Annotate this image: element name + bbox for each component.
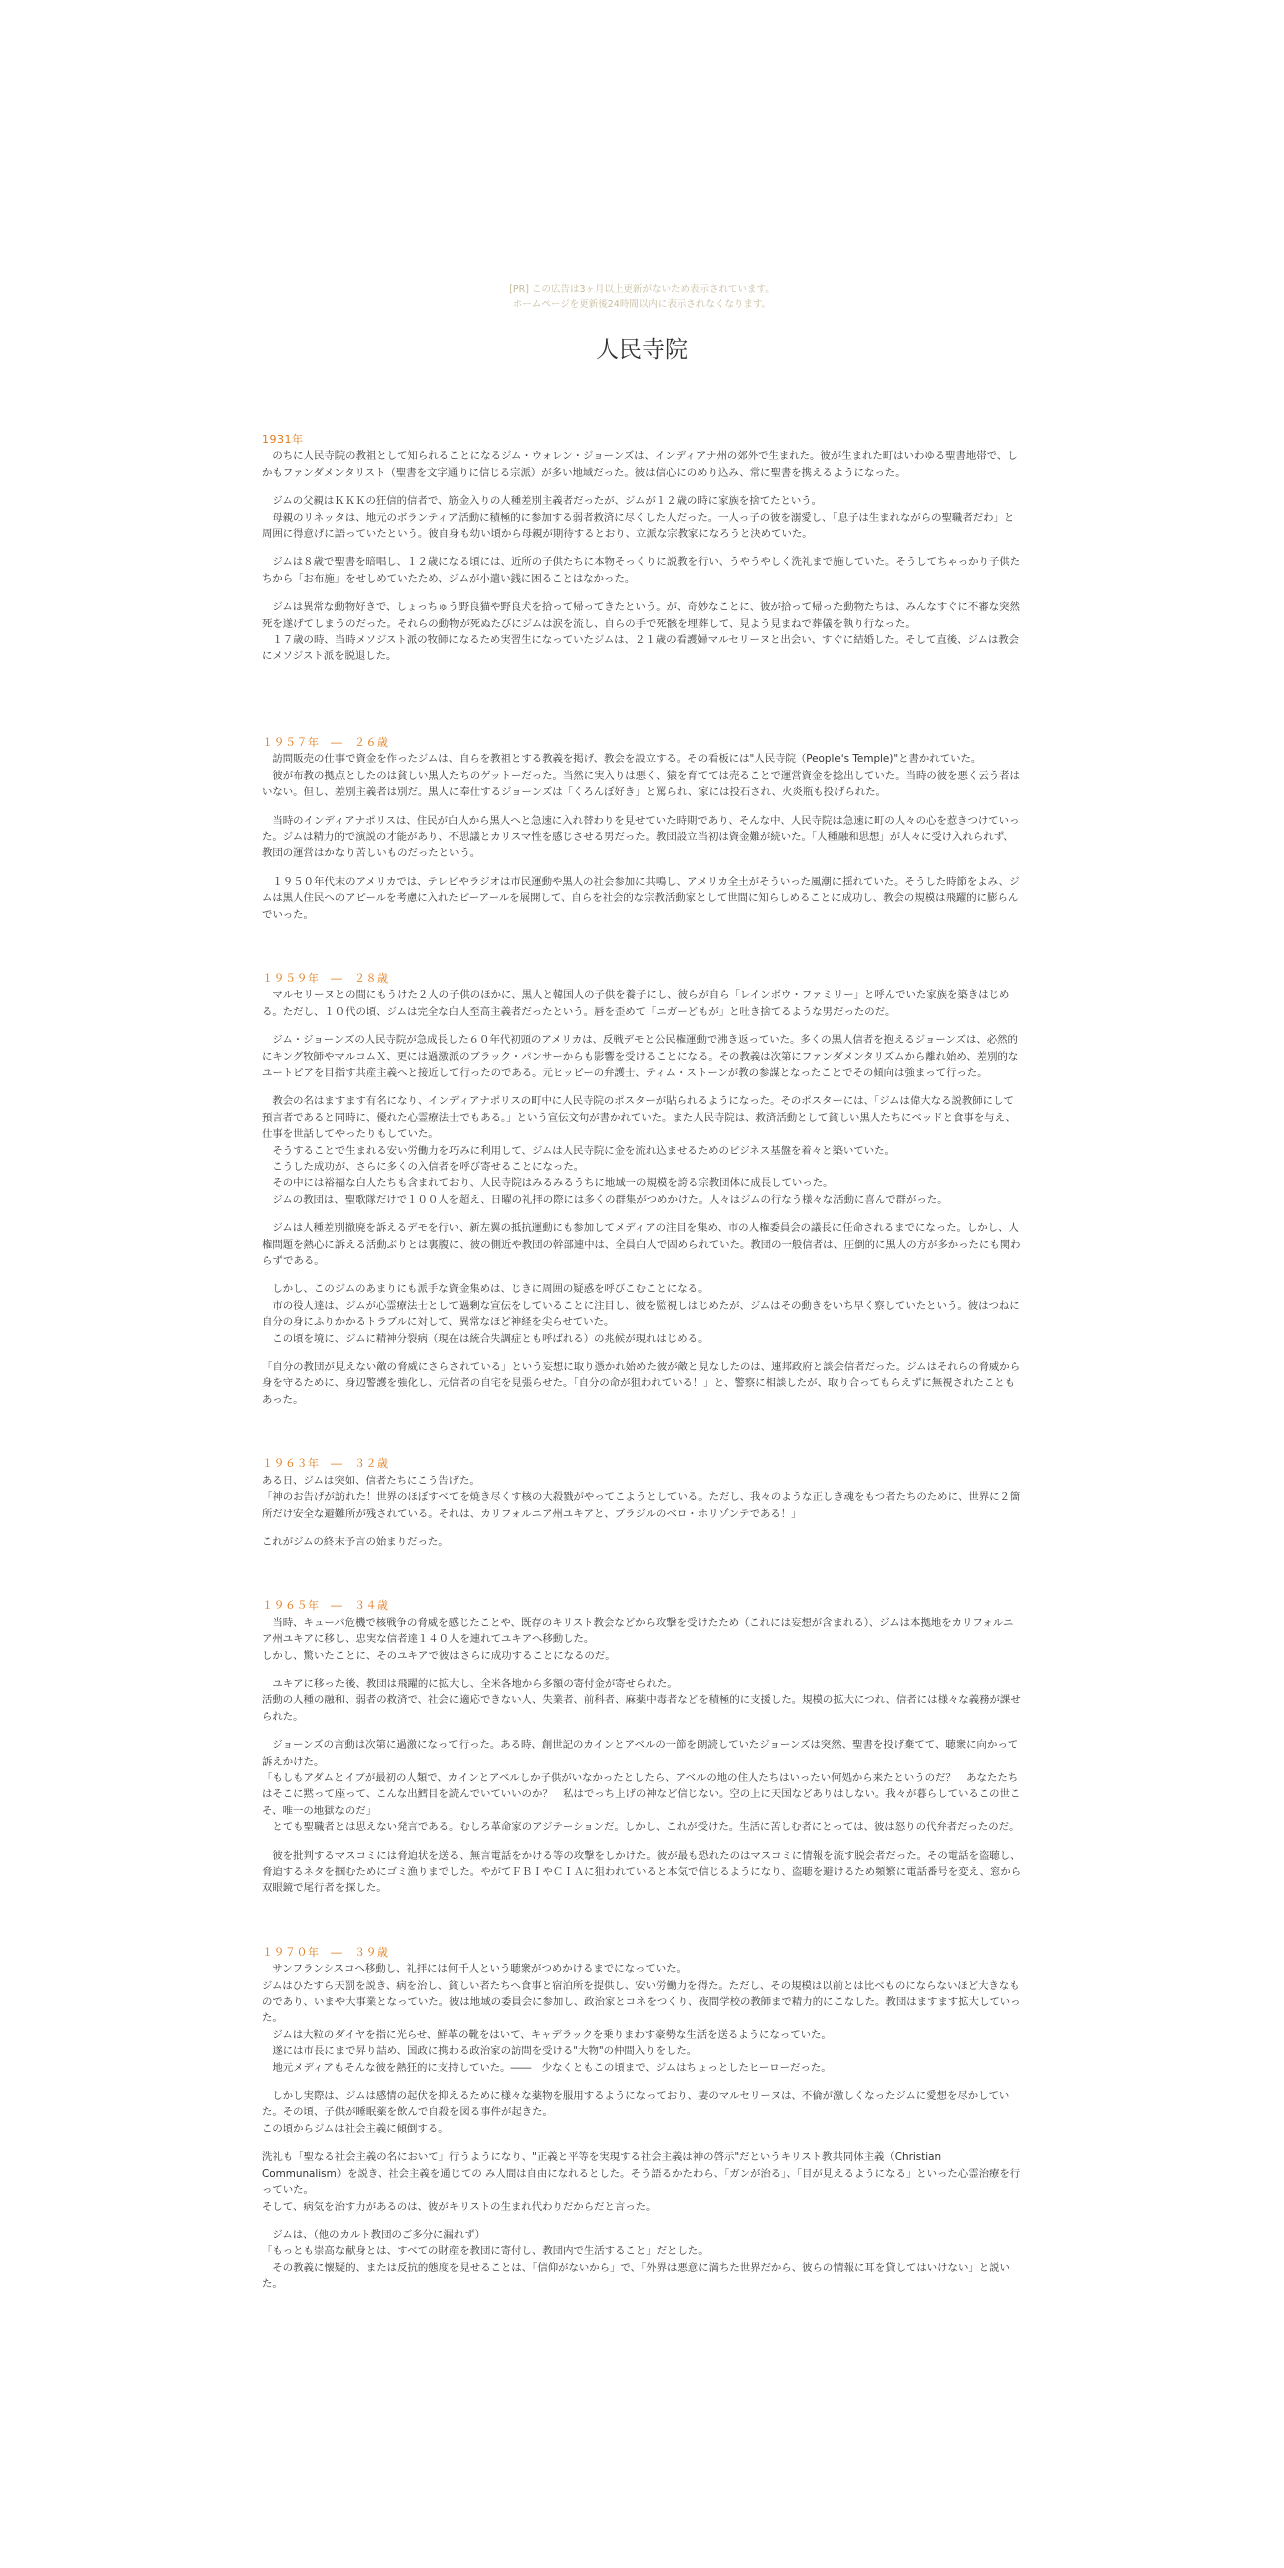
paragraph: サンフランシスコへ移動し、礼拝には何千人という聴衆がつめかけるまでになっていた。 ジムはひたすら天罰を説き、病を治し、貧しい者たちへ食事と宿泊所を提供し、安い労働力を得た。ただし、その規模は以前とは比べものにならないほど大きなものであり、いまや大事業となっていた。彼は地域の委員会に参加し、政治家とコネをつくり、夜間学校の教師まで精力的にこなした。教団はますます拡大していった。 ジムは大粒のダイヤを指に光らせ、鮮革の靴をはいて、キャデラックを乗りまわす豪勢な生活を送るようになっていた。 遂には市長にまで昇り詰め、国政に携わる政治家の訪問を受ける"大物"の仲間入りをした。 地元メディアもそんな彼を熱狂的に支持していた。―― 少なくともこの頃まで、ジムはちょっとしたヒーローだった。 [262, 1963, 1021, 2074]
section-heading: １９６３年 ― ３２歳 [262, 1457, 389, 1471]
paragraph: のちに人民寺院の教祖として知られることになるジム・ウォレン・ジョーンズは、インディアナ州の郊外で生まれた。彼が生まれた町はいわゆる聖書地帯で、しかもファンダメンタリスト（聖書を文字通りに信じる宗派）が多い地域だった。彼は信心にのめり込み、常に聖書を携えるようになった。 [262, 450, 1018, 479]
section-6 [262, 1945, 1022, 2293]
paragraph: ユキアに移った後、教団は飛躍的に拡大し、全米各地から多額の寄付金が寄せられた。 活動の人種の融和、弱者の救済で、社会に適応できない人、失業者、前科者、麻薬中毒者などを積極的に支援した。規模の拡大につれ、信者には様々な義務が課せられた。 [262, 1677, 1021, 1723]
paragraph: 当時、キューバ危機で核戦争の脅威を感じたことや、既存のキリスト教会などから攻撃を受けたため（これには妄想が含まれる）、ジムは本拠地をカリフォルニア州ユキアに移し、忠実な信者達１４０人を連れてユキアへ移動した。 しかし、驚いたことに、そのユキアで彼はさらに成功することになるのだ。 [262, 1616, 1014, 1662]
ad-notice-line-2[interactable]: ホームページを更新後24時間以内に表示されなくなります。 [512, 299, 772, 310]
paragraph: マルセリーヌとの間にもうけた２人の子供のほかに、黒人と韓国人の子供を養子にし、彼らが自ら「レインボウ・ファミリー」と呼んでいた家族を築きはじめる。ただし、１０代の頃、ジムは完全な白人至高主義者だったという。唇を歪めて「ニガーどもが」と吐き捨てるような男だったのだ。 [262, 989, 1010, 1018]
paragraph: 訪問販売の仕事で資金を作ったジムは、自らを教祖とする教義を掲げ、教会を設立する。その看板には"人民寺院（People's Temple)"と書かれていた。 彼が布教の拠点としたのは貧しい黒人たちのゲットーだった。当然に実入りは悪く、猿を育てては売ることで運営資金を捻出していた。当時の彼を悪く云う者はいない。但し、差別主義者は別だ。黒人に奉仕するジョーンズは「くろんぼ好き」と罵られ、家には投石され、火炎瓶も投げられた。 [262, 753, 1020, 799]
paragraph: ジムは、（他のカルト教団のご多分に漏れず） 「もっとも崇高な献身とは、すべての財産を教団に寄付し、教団内で生活すること」だとした。 その教義に懐疑的、または反抗的態度を見せることは、「信仰がないから」で、「外界は悪意に満ちた世界だから、彼らの情報に耳を貸してはいけない」と説いた。 [262, 2228, 1010, 2291]
paragraph: しかし、このジムのあまりにも派手な資金集めは、じきに周囲の疑惑を呼びこむことになる。 市の役人達は、ジムが心霊療法士として過剰な宣伝をしていることに注目し、彼を監視しはじめたが、ジムはその動きをいち早く察していたという。彼はつねに自分の身にふりかかるトラブルに対して、異常なほど神経を尖らせていた。 この頃を境に、ジムに精神分裂病（現在は統合失調症とも呼ばれる）の兆候が現れはじめる。 [262, 1283, 1020, 1345]
paragraph: ジムは８歳で聖書を暗唱し、１２歳になる頃には、近所の子供たちに本物そっくりに説教を行い、うやうやしく洗礼まで施していた。そうしてちゃっかり子供たちから「お布施」をせしめていたため、ジムが小遣い銭に困ることはなかった。 [262, 556, 1021, 585]
section-4 [262, 1456, 1022, 1550]
paragraph: 教会の名はますます有名になり、インディアナポリスの町中に人民寺院のポスターが貼られるようになった。そのポスターには、「ジムは偉大なる説教師にして預言者であると同時に、優れた心霊療法士でもある。」という宣伝文句が書かれていた。また人民寺院は、救済活動として貧しい黒人たちにベッドと食事を与え、仕事を世話してやったりもしていた。 そうすることで生まれる安い労働力を巧みに利用して、ジムは人民寺院に金を流れ込ませるためのビジネス基盤を着々と築いていた。 こうした成功が、さらに多くの入信者を呼び寄せることになった。 その中には裕福な白人たちも含まれており、人民寺院はみるみるうちに地域一の規模を誇る宗教団体に成長していった。 ジムの教団は、聖歌隊だけで１００人を超え、日曜の礼拝の際には多くの群集がつめかけた。人々はジムの行なう様々な活動に喜んで群がった。 [262, 1095, 1016, 1206]
section-heading: １９６５年 ― ３４歳 [262, 1599, 389, 1613]
paragraph: 「自分の教団が見えない敵の脅威にさらされている」という妄想に取り憑かれ始めた彼が敵と見なしたのは、連邦政府と談会信者だった。ジムはそれらの脅威から身を守るために、身辺警護を強化し、元信者の自宅を見張らせた。「自分の命が狙われている！」と、警察に相談したが、取り合ってもらえずに無視されたこともあった。 [262, 1361, 1021, 1406]
paragraph: 洗礼も「聖なる社会主義の名において」行うようになり、"正義と平等を実現する社会主義は神の啓示"だというキリスト教共同体主義（Christian Communalism）を説き、社会主義を通じての み人間は自由になれるとした。そう語るかたわら、「ガンが治る」、「目が見えるようになる」といった心霊治療を行っていた。 そして、病気を治す力があるのは、彼がキリストの生まれ代わりだからだと言った。 [262, 2151, 1021, 2213]
section-2 [262, 735, 1022, 923]
paragraph: ある日、ジムは突如、信者たちにこう告げた。 「神のお告げが訪れた！世界のほぼすべてを焼き尽くす核の大殺戮がやってこようとしている。ただし、我々のような正しき魂をもつ者たちのために、世界に２箇所だけ安全な避難所が残されている。それは、カリフォルニア州ユキアと、ブラジルのベロ・ホリゾンテである！」 [262, 1474, 1021, 1520]
section-heading: 1931年 [262, 433, 304, 446]
paragraph: ジョーンズの言動は次第に過激になって行った。ある時、創世記のカインとアベルの一節を朗読していたジョーンズは突然、聖書を投げ棄てて、聴衆に向かって訴えかけた。 「もしもアダムとイブが最初の人類で、カインとアベルしか子供がいなかったとしたら、アベルの地の住人たちはいったい何処から来たというのだ？ あなたたちはそこに黙って座って、こんな出鱈目を読んでいていいのか？ 私はでっち上げの神など信じない。空の上に天国などありはしない。我々が暮らしているこの世こそ、唯一の地獄なのだ」 とても聖職者とは思えない発言である。むしろ革命家のアジテーションだ。しかし、これが受けた。生活に苦しむ者にとっては、彼は怒りの代弁者だったのだ。 [262, 1739, 1021, 1834]
page-title: 人民寺院 [596, 337, 688, 363]
section-3 [262, 971, 1022, 1408]
section-5 [262, 1598, 1022, 1897]
paragraph: ジム・ジョーンズの人民寺院が急成長した６０年代初頭のアメリカは、反戦デモと公民権運動で沸き返っていた。多くの黒人信者を抱えるジョーンズは、必然的にキング牧師やマルコムＸ、更には過激派のブラック・パンサーからも影響を受けることになる。その教義は次第にファンダメンタリズムから離れ始め、差別的なユートピアを目指す共産主義へと接近して行ったのである。元ヒッピーの弁護士、ティム・ストーンが教の参謀となったことでその傾向は強まって行った。 [262, 1034, 1019, 1079]
section-1 [262, 432, 1022, 665]
ad-notice-line-1[interactable]: [PR] この広告は3ヶ月以上更新がないため表示されています。 [509, 284, 775, 295]
paragraph: 当時のインディアナポリスは、住民が白人から黒人へと急速に入れ替わりを見せていた時期であり、そんな中、人民寺院は急速に町の人々の心を惹きつけていった。ジムは精力的で演説の才能があり、不思議とカリスマ性を感じさせる男だった。教団設立当初は資金難が続いた。「人種融和思想」が人々に受け入れられず、教団の運営はかなり苦しいものだったという。 [262, 814, 1020, 860]
ad-notice[interactable] [0, 282, 1284, 312]
paragraph: これがジムの終末予言の始まりだった。 [262, 1535, 449, 1548]
paragraph: １９５０年代末のアメリカでは、テレビやラジオは市民運動や黒人の社会参加に共鳴し、アメリカ全土がそういった風潮に揺れていた。そうした時節をよみ、ジムは黒人住民へのアピールを考慮に入れたピーアールを展開して、自らを社会的な宗教活動家として世間に知らしめることに成功し、教会の規模は飛躍的に膨らんでいった。 [262, 875, 1020, 921]
paragraph: ジムは異常な動物好きで、しょっちゅう野良猫や野良犬を拾って帰ってきたという。が、奇妙なことに、彼が拾って帰った動物たちは、みんなすぐに不審な突然死を遂げてしまうのだった。それらの動物が死ぬたびにジムは涙を流し、自らの手で死骸を埋葬して、見よう見まねで葬儀を執り行なった。 １７歳の時、当時メソジスト派の牧師になるため実習生になっていたジムは、２１歳の看護婦マルセリーヌと出会い、すぐに結婚した。そして直後、ジムは教会にメソジスト派を脱退した。 [262, 601, 1020, 663]
article-body [262, 432, 1022, 2293]
paragraph: 彼を批判するマスコミには脅迫状を送る、無言電話をかける等の攻撃をしかけた。彼が最も恐れたのはマスコミに情報を流す脱会者だった。その電話を盗聴し、脅迫するネタを掴むためにゴミ漁りまでした。やがてＦＢＩやＣＩＡに狙われていると本気で信じるようになり、盗聴を避けるため頻繁に電話番号を変え、窓から双眼鏡で尾行者を探した。 [262, 1849, 1022, 1895]
paragraph: しかし実際は、ジムは感情の起伏を抑えるために様々な薬物を服用するようになっており、妻のマルセリーヌは、不倫が激しくなったジムに愛想を尽かしていた。その頃、子供が睡眠薬を飲んで自殺を図る事件が起きた。 この頃からジムは社会主義に傾倒する。 [262, 2090, 1010, 2135]
section-heading: １９７０年 ― ３９歳 [262, 1945, 389, 1959]
section-heading: １９５９年 ― ２８歳 [262, 971, 389, 985]
paragraph: ジムは人種差別撤廃を訴えるデモを行い、新左翼の抵抗運動にも参加してメディアの注目を集め、市の人権委員会の議長に任命されるまでになった。しかし、人権問題を熱心に訴える活動ぶりとは裏腹に、彼の側近や教団の幹部連中は、全員白人で固められていた。教団の一般信者は、圧倒的に黒人の方が多かったにも関わらずである。 [262, 1222, 1021, 1268]
paragraph: ジムの父親はＫＫＫの狂信的信者で、筋金入りの人種差別主義者だったが、ジムが１２歳の時に家族を捨てたという。 母親のリネッタは、地元のボランティア活動に積極的に参加する弱者救済に尽くした人だった。一人っ子の彼を溺愛し、「息子は生まれながらの聖職者だわ」と周囲に得意げに語っていたという。彼自身も幼い頃から母親が期待するとおり、立派な宗教家になろうと決めていた。 [262, 495, 1015, 541]
section-heading: １９５７年 ― ２６歳 [262, 735, 389, 749]
